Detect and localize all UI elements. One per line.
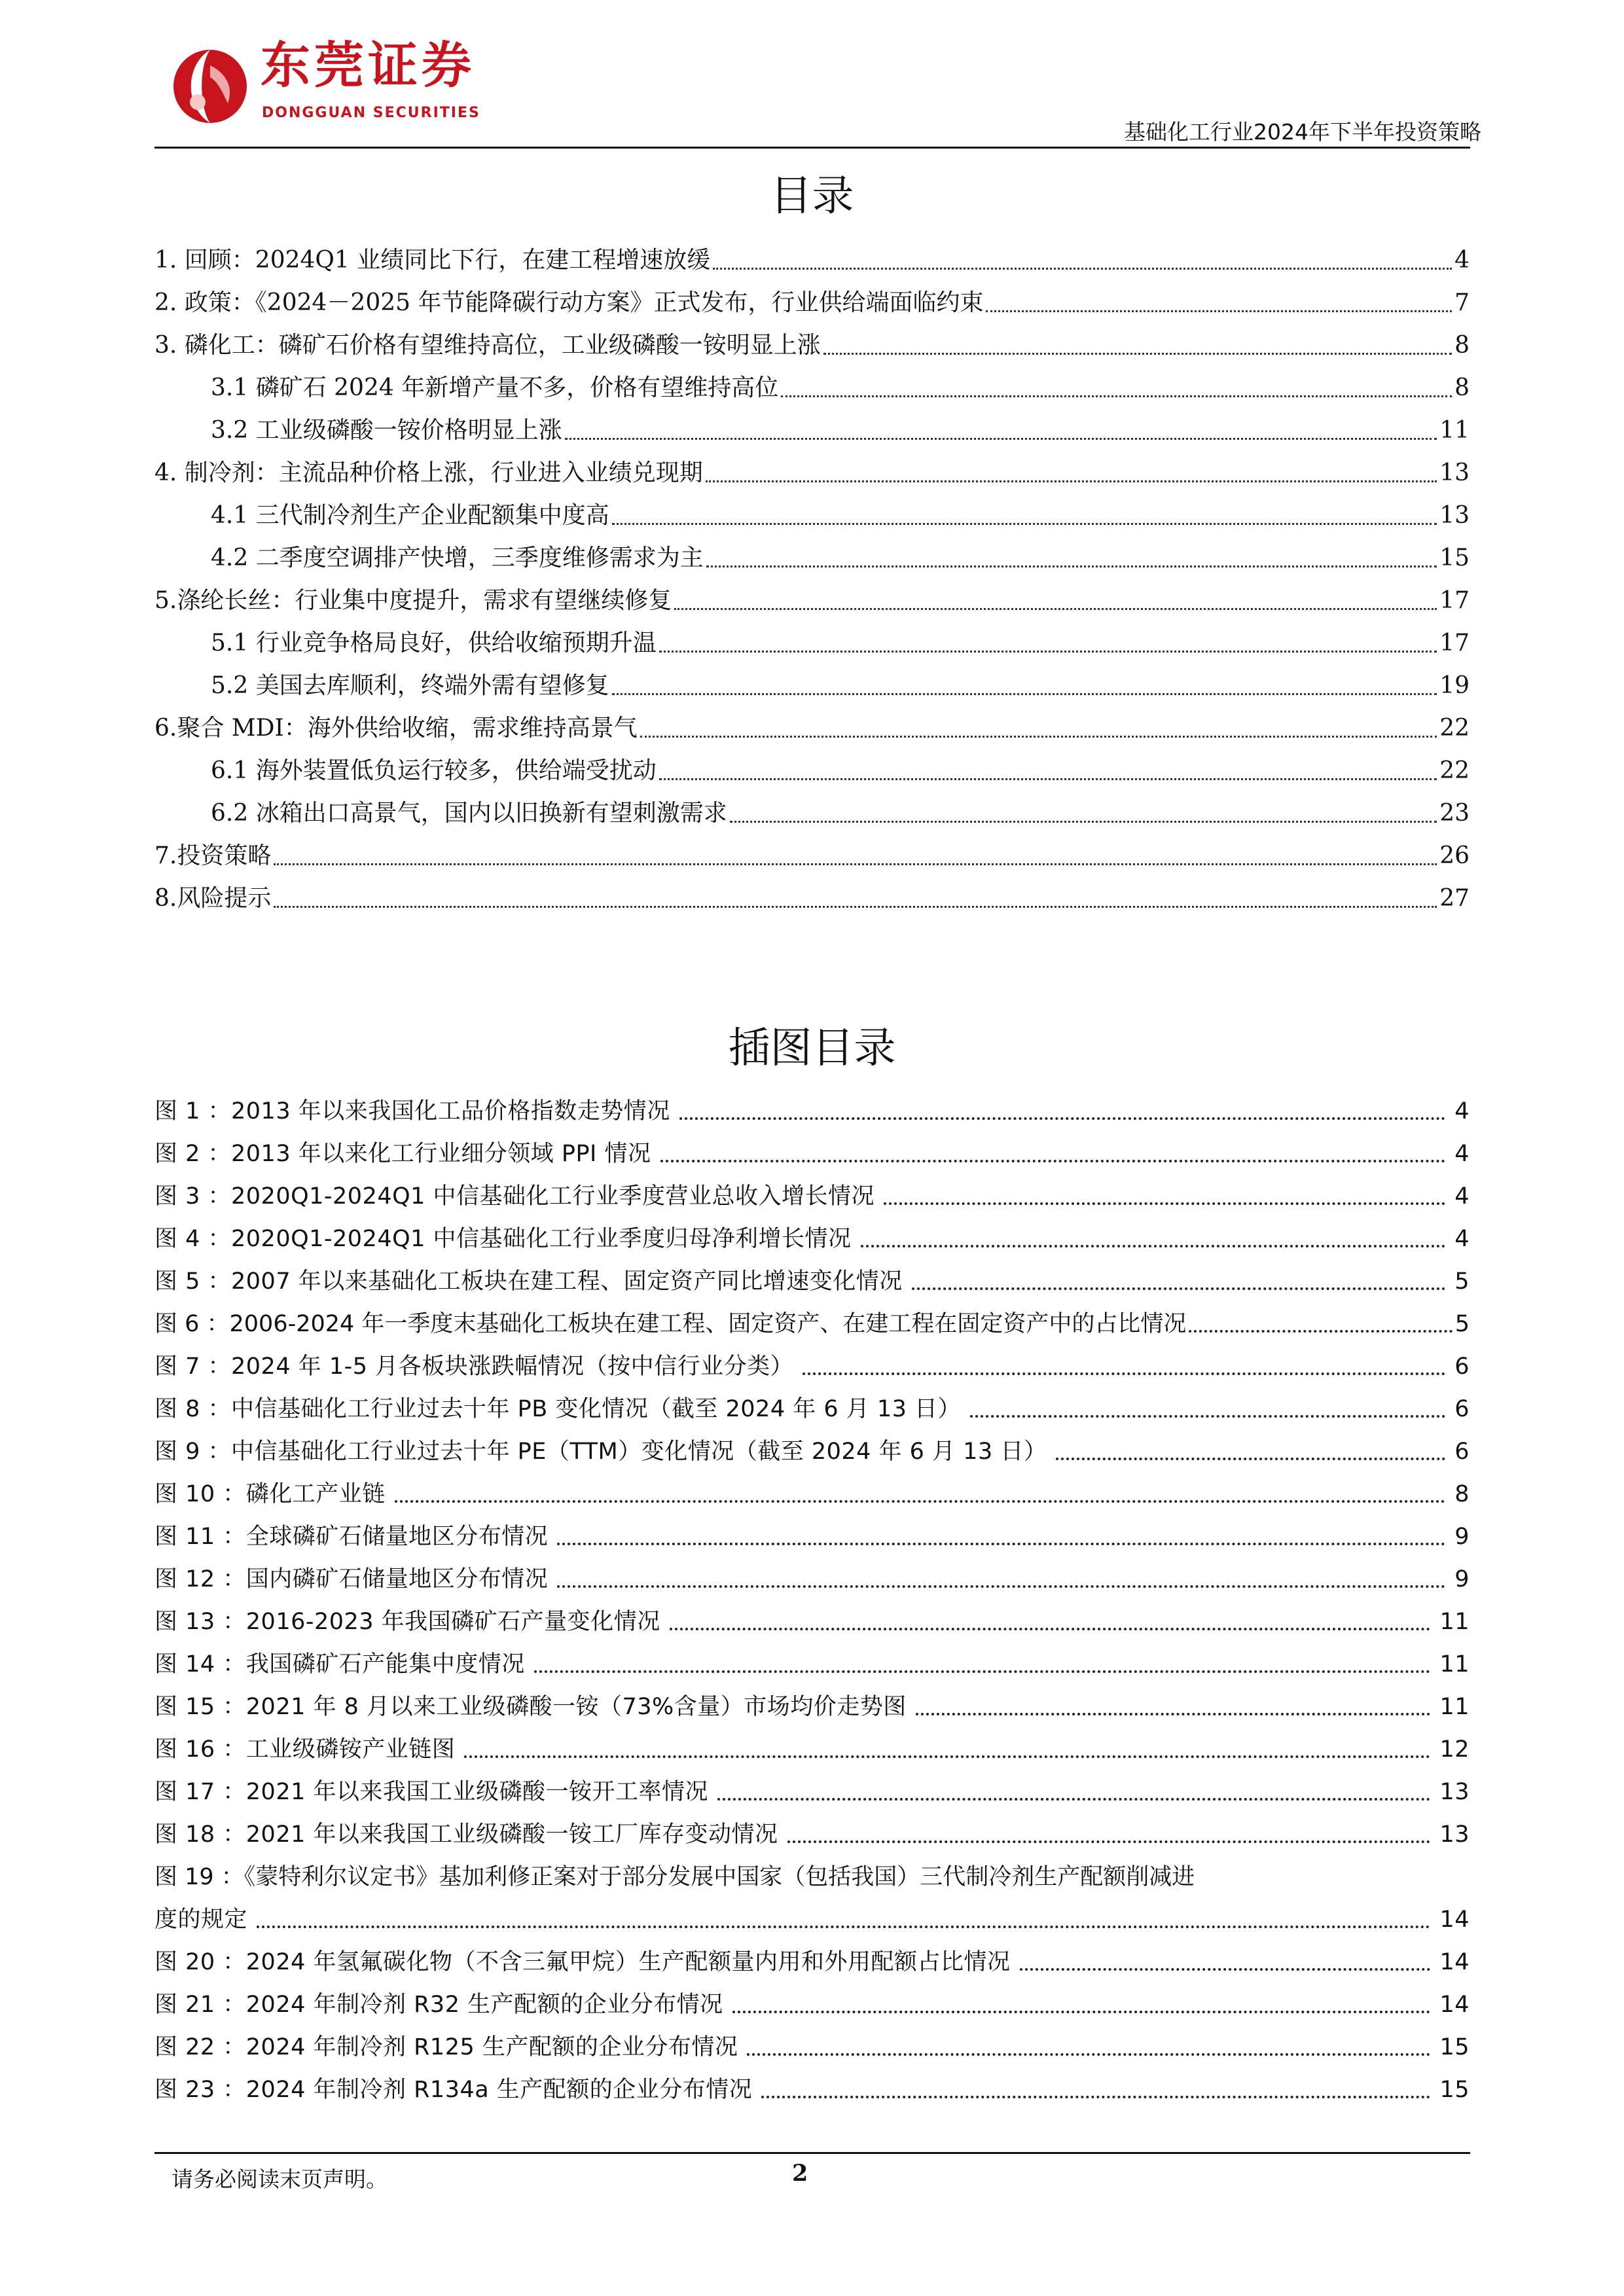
- toc-entry-label: 4.2 二季度空调排产快增，三季度维修需求为主: [211, 545, 704, 571]
- dot-leader: [732, 2011, 1431, 2013]
- figure-entry-page: 11: [1439, 1694, 1470, 1720]
- dot-leader: [395, 1500, 1445, 1503]
- toc-entry-page: 27: [1439, 885, 1470, 912]
- figure-entry[interactable]: [154, 1436, 1470, 1466]
- figure-entry[interactable]: [154, 1308, 1470, 1338]
- dot-leader: [747, 2053, 1430, 2056]
- figure-entry-label-continued: 度的规定: [154, 1907, 248, 1933]
- toc-entry-page: 4: [1454, 247, 1470, 274]
- figure-entry-page: 13: [1439, 1779, 1470, 1805]
- toc-entry[interactable]: [154, 330, 1470, 360]
- dot-leader: [557, 1543, 1445, 1545]
- figure-entry[interactable]: [154, 1181, 1470, 1211]
- figure-entry-label: 图 12 ：国内磷矿石储量地区分布情况: [154, 1566, 549, 1592]
- toc-entry-label: 7.投资策略: [154, 842, 272, 869]
- dot-leader: [679, 1117, 1446, 1120]
- dot-leader: [761, 2096, 1430, 2098]
- dot-leader: [557, 1585, 1445, 1588]
- dot-leader: [803, 1372, 1445, 1375]
- dot-leader: [659, 778, 1437, 780]
- page-number: 2: [792, 2160, 808, 2187]
- toc-entry-page: 22: [1439, 757, 1470, 784]
- dot-leader: [713, 268, 1452, 270]
- figure-entry[interactable]: [154, 1479, 1470, 1509]
- figure-entry-label: 图 6 ：2006-2024 年一季度末基础化工板块在建工程、固定资产、在建工程在固定资产中的占比情况: [154, 1311, 1187, 1337]
- toc-entry-page: 17: [1439, 630, 1470, 656]
- figure-entry-label: 图 8 ：中信基础化工行业过去十年 PB 变化情况（截至 2024 年 6 月 13 日）: [154, 1396, 962, 1422]
- dot-leader: [464, 1755, 1430, 1758]
- toc-title: 目录: [770, 172, 854, 221]
- figure-entry-label: 图 23 ：2024 年制冷剂 R134a 生产配额的企业分布情况: [154, 2077, 753, 2103]
- dot-leader: [612, 693, 1437, 695]
- figure-entry-page: 6: [1454, 1396, 1470, 1422]
- toc-entry-label: 3.1 磷矿石 2024 年新增产量不多，价格有望维持高位: [211, 374, 779, 401]
- figure-entry-page: 11: [1439, 1651, 1470, 1677]
- figure-entry[interactable]: [154, 1096, 1470, 1126]
- dot-leader: [970, 1415, 1445, 1418]
- toc-entry-page: 8: [1454, 332, 1470, 359]
- figure-entry-page: 9: [1454, 1524, 1470, 1550]
- figure-entry-label: 图 20 ：2024 年氢氟碳化物（不含三氟甲烷）生产配额量内用和外用配额占比情况: [154, 1949, 1011, 1975]
- toc-entry-label: 4.1 三代制冷剂生产企业配额集中度高: [211, 502, 609, 529]
- figure-entry-page: 13: [1439, 1821, 1470, 1848]
- toc-entry[interactable]: [154, 245, 1470, 275]
- figure-entry-page: 14: [1439, 1907, 1470, 1933]
- figure-entry-page: 12: [1439, 1736, 1470, 1763]
- figure-entry[interactable]: [154, 1138, 1470, 1168]
- toc-entry-label: 4. 制冷剂：主流品种价格上涨，行业进入业绩兑现期: [154, 459, 703, 486]
- dot-leader: [257, 1926, 1430, 1928]
- toc-entry-page: 26: [1439, 842, 1470, 869]
- figure-entry[interactable]: [154, 1734, 1470, 1764]
- figure-entry-label: 图 22 ：2024 年制冷剂 R125 生产配额的企业分布情况: [154, 2034, 738, 2060]
- figure-entry[interactable]: [154, 2074, 1470, 2104]
- dot-leader: [823, 353, 1452, 355]
- dot-leader: [670, 1628, 1431, 1630]
- toc-entry[interactable]: [154, 840, 1470, 870]
- toc-entry-page: 13: [1439, 459, 1470, 486]
- figure-entry[interactable]: [154, 1776, 1470, 1806]
- figure-entry[interactable]: [154, 1946, 1470, 1977]
- toc-entry[interactable]: [154, 713, 1470, 743]
- dot-leader: [706, 480, 1437, 482]
- disclaimer-note: 请务必阅读末页声明。: [171, 2166, 388, 2192]
- figure-entry-wrapped-first-line[interactable]: [154, 1863, 1470, 1892]
- figure-entry-label: 图 19 ：《蒙特利尔议定书》基加利修正案对于部分发展中国家（包括我国）三代制冷剂生产配额削减进: [154, 1864, 1195, 1890]
- figure-entry-page: 14: [1439, 1949, 1470, 1975]
- toc-entry-label: 5.2 美国去库顺利，终端外需有望修复: [211, 672, 609, 699]
- figure-entry-label: 图 9 ：中信基础化工行业过去十年 PE（TTM）变化情况（截至 2024 年 6 月 13 日）: [154, 1439, 1047, 1465]
- toc-entry-page: 8: [1454, 374, 1470, 401]
- dot-leader: [612, 523, 1437, 525]
- dot-leader: [565, 438, 1437, 440]
- figure-entry-label: 图 10 ：磷化工产业链: [154, 1481, 386, 1507]
- toc-entry-page: 23: [1439, 800, 1470, 827]
- figure-entry[interactable]: [154, 1223, 1470, 1253]
- figure-entry-label: 图 13 ：2016-2023 年我国磷矿石产量变化情况: [154, 1609, 660, 1635]
- figure-entry-page: 15: [1439, 2034, 1470, 2060]
- figure-entry-label: 图 17 ：2021 年以来我国工业级磷酸一铵开工率情况: [154, 1779, 708, 1805]
- figure-entry-label: 图 5 ：2007 年以来基础化工板块在建工程、固定资产同比增速变化情况: [154, 1268, 903, 1295]
- figure-entry[interactable]: [154, 1393, 1470, 1424]
- dongguan-securities-logo: [171, 46, 249, 127]
- footer-divider: [154, 2152, 1470, 2154]
- figure-entry-page: 4: [1454, 1183, 1470, 1210]
- figure-entry-label: 图 4 ：2020Q1-2024Q1 中信基础化工行业季度归母净利增长情况: [154, 1226, 852, 1252]
- figure-entry[interactable]: [154, 1266, 1470, 1296]
- dot-leader: [674, 608, 1437, 610]
- figure-entry-page: 5: [1454, 1311, 1470, 1337]
- dot-leader: [274, 906, 1437, 908]
- figure-list-title: 插图目录: [728, 1024, 896, 1073]
- figure-entry-page: 9: [1454, 1566, 1470, 1592]
- toc-entry-label: 6.1 海外装置低负运行较多，供给端受扰动: [211, 757, 657, 784]
- toc-entry[interactable]: [154, 457, 1470, 488]
- figure-entry[interactable]: [154, 2032, 1470, 2062]
- toc-entry[interactable]: [211, 500, 1470, 530]
- dot-leader: [706, 565, 1437, 567]
- toc-entry-label: 6.聚合 MDI：海外供给收缩，需求维持高景气: [154, 715, 638, 742]
- dot-leader: [884, 1202, 1445, 1205]
- toc-entry[interactable]: [211, 755, 1470, 785]
- toc-entry-page: 7: [1454, 289, 1470, 316]
- toc-entry-label: 6.2 冰箱出口高景气，国内以旧换新有望刺激需求: [211, 800, 727, 827]
- figure-entry[interactable]: [154, 1606, 1470, 1636]
- dot-leader: [912, 1287, 1445, 1290]
- figure-entry-label: 图 16 ：工业级磷铵产业链图: [154, 1736, 456, 1763]
- figure-entry[interactable]: [154, 1564, 1470, 1594]
- toc-entry[interactable]: [211, 543, 1470, 573]
- dot-leader: [717, 1798, 1430, 1801]
- brand-name-en: DONGGUAN SECURITIES: [262, 105, 480, 121]
- toc-entry[interactable]: [211, 798, 1470, 828]
- figure-entry-label: 图 18 ：2021 年以来我国工业级磷酸一铵工厂库存变动情况: [154, 1821, 778, 1848]
- header-divider: [154, 147, 1470, 149]
- figure-entry-label: 图 11 ：全球磷矿石储量地区分布情况: [154, 1524, 549, 1550]
- toc-entry[interactable]: [154, 287, 1470, 317]
- figure-entry-wrapped-second-line[interactable]: [154, 1904, 1470, 1934]
- toc-entry[interactable]: [211, 628, 1470, 658]
- figure-entry-page: 4: [1454, 1098, 1470, 1124]
- toc-entry-page: 22: [1439, 715, 1470, 742]
- dot-leader: [730, 821, 1437, 823]
- toc-entry-label: 2. 政策：《2024－2025 年节能降碳行动方案》正式发布，行业供给端面临约束: [154, 289, 984, 316]
- figure-entry-page: 8: [1454, 1481, 1470, 1507]
- dot-leader: [986, 310, 1452, 312]
- figure-entry[interactable]: [154, 1351, 1470, 1381]
- figure-entry-page: 6: [1454, 1354, 1470, 1380]
- figure-entry-label: 图 7 ：2024 年 1-5 月各板块涨跌幅情况（按中信行业分类）: [154, 1354, 794, 1380]
- toc-entry[interactable]: [154, 883, 1470, 913]
- toc-entry-label: 5.1 行业竞争格局良好，供给收缩预期升温: [211, 630, 657, 656]
- dot-leader: [787, 1840, 1431, 1843]
- dot-leader: [1189, 1330, 1452, 1333]
- dot-leader: [1056, 1458, 1445, 1460]
- figure-entry-page: 5: [1454, 1268, 1470, 1295]
- dot-leader: [861, 1245, 1446, 1247]
- figure-entry-page: 11: [1439, 1609, 1470, 1635]
- toc-entry[interactable]: [154, 585, 1470, 615]
- toc-entry[interactable]: [211, 372, 1470, 403]
- figure-entry-label: 图 15 ：2021 年 8 月以来工业级磷酸一铵（73%含量）市场均价走势图: [154, 1694, 907, 1720]
- brand-name-cn: 东莞证券: [261, 36, 475, 94]
- figure-entry-page: 4: [1454, 1226, 1470, 1252]
- toc-entry-page: 19: [1439, 672, 1470, 699]
- toc-entry-label: 3.2 工业级磷酸一铵价格明显上涨: [211, 417, 562, 444]
- figure-entry-label: 图 1 ：2013 年以来我国化工品价格指数走势情况: [154, 1098, 670, 1124]
- dot-leader: [916, 1713, 1431, 1715]
- figure-entry[interactable]: [154, 1521, 1470, 1551]
- figure-entry-label: 图 2 ：2013 年以来化工行业细分领域 PPI 情况: [154, 1141, 651, 1167]
- toc-entry-label: 5.涤纶长丝：行业集中度提升，需求有望继续修复: [154, 587, 672, 614]
- dot-leader: [274, 863, 1437, 865]
- figure-entry-page: 4: [1454, 1141, 1470, 1167]
- report-title: 基础化工行业2024年下半年投资策略: [1124, 119, 1481, 145]
- figure-entry-page: 14: [1439, 1992, 1470, 2018]
- dot-leader: [781, 395, 1452, 397]
- toc-entry-page: 11: [1439, 417, 1470, 444]
- dot-leader: [659, 651, 1437, 653]
- figure-entry[interactable]: [154, 1819, 1470, 1849]
- figure-entry[interactable]: [154, 1649, 1470, 1679]
- dot-leader: [640, 736, 1437, 738]
- figure-entry[interactable]: [154, 1691, 1470, 1721]
- dot-leader: [660, 1160, 1446, 1162]
- figure-entry-label: 图 21 ：2024 年制冷剂 R32 生产配额的企业分布情况: [154, 1992, 723, 2018]
- toc-entry[interactable]: [211, 415, 1470, 445]
- figure-entry-label: 图 14 ：我国磷矿石产能集中度情况: [154, 1651, 525, 1677]
- toc-entry-label: 1. 回顾：2024Q1 业绩同比下行，在建工程增速放缓: [154, 247, 711, 274]
- toc-entry-page: 13: [1439, 502, 1470, 529]
- figure-entry-page: 15: [1439, 2077, 1470, 2103]
- toc-entry[interactable]: [211, 670, 1470, 700]
- toc-entry-page: 15: [1439, 545, 1470, 571]
- dot-leader: [534, 1670, 1431, 1673]
- figure-entry-page: 6: [1454, 1439, 1470, 1465]
- dot-leader: [1020, 1968, 1431, 1971]
- figure-entry[interactable]: [154, 1989, 1470, 2019]
- toc-entry-label: 3. 磷化工：磷矿石价格有望维持高位，工业级磷酸一铵明显上涨: [154, 332, 821, 359]
- toc-entry-page: 17: [1439, 587, 1470, 614]
- figure-entry-label: 图 3 ：2020Q1-2024Q1 中信基础化工行业季度营业总收入增长情况: [154, 1183, 875, 1210]
- toc-entry-label: 8.风险提示: [154, 885, 272, 912]
